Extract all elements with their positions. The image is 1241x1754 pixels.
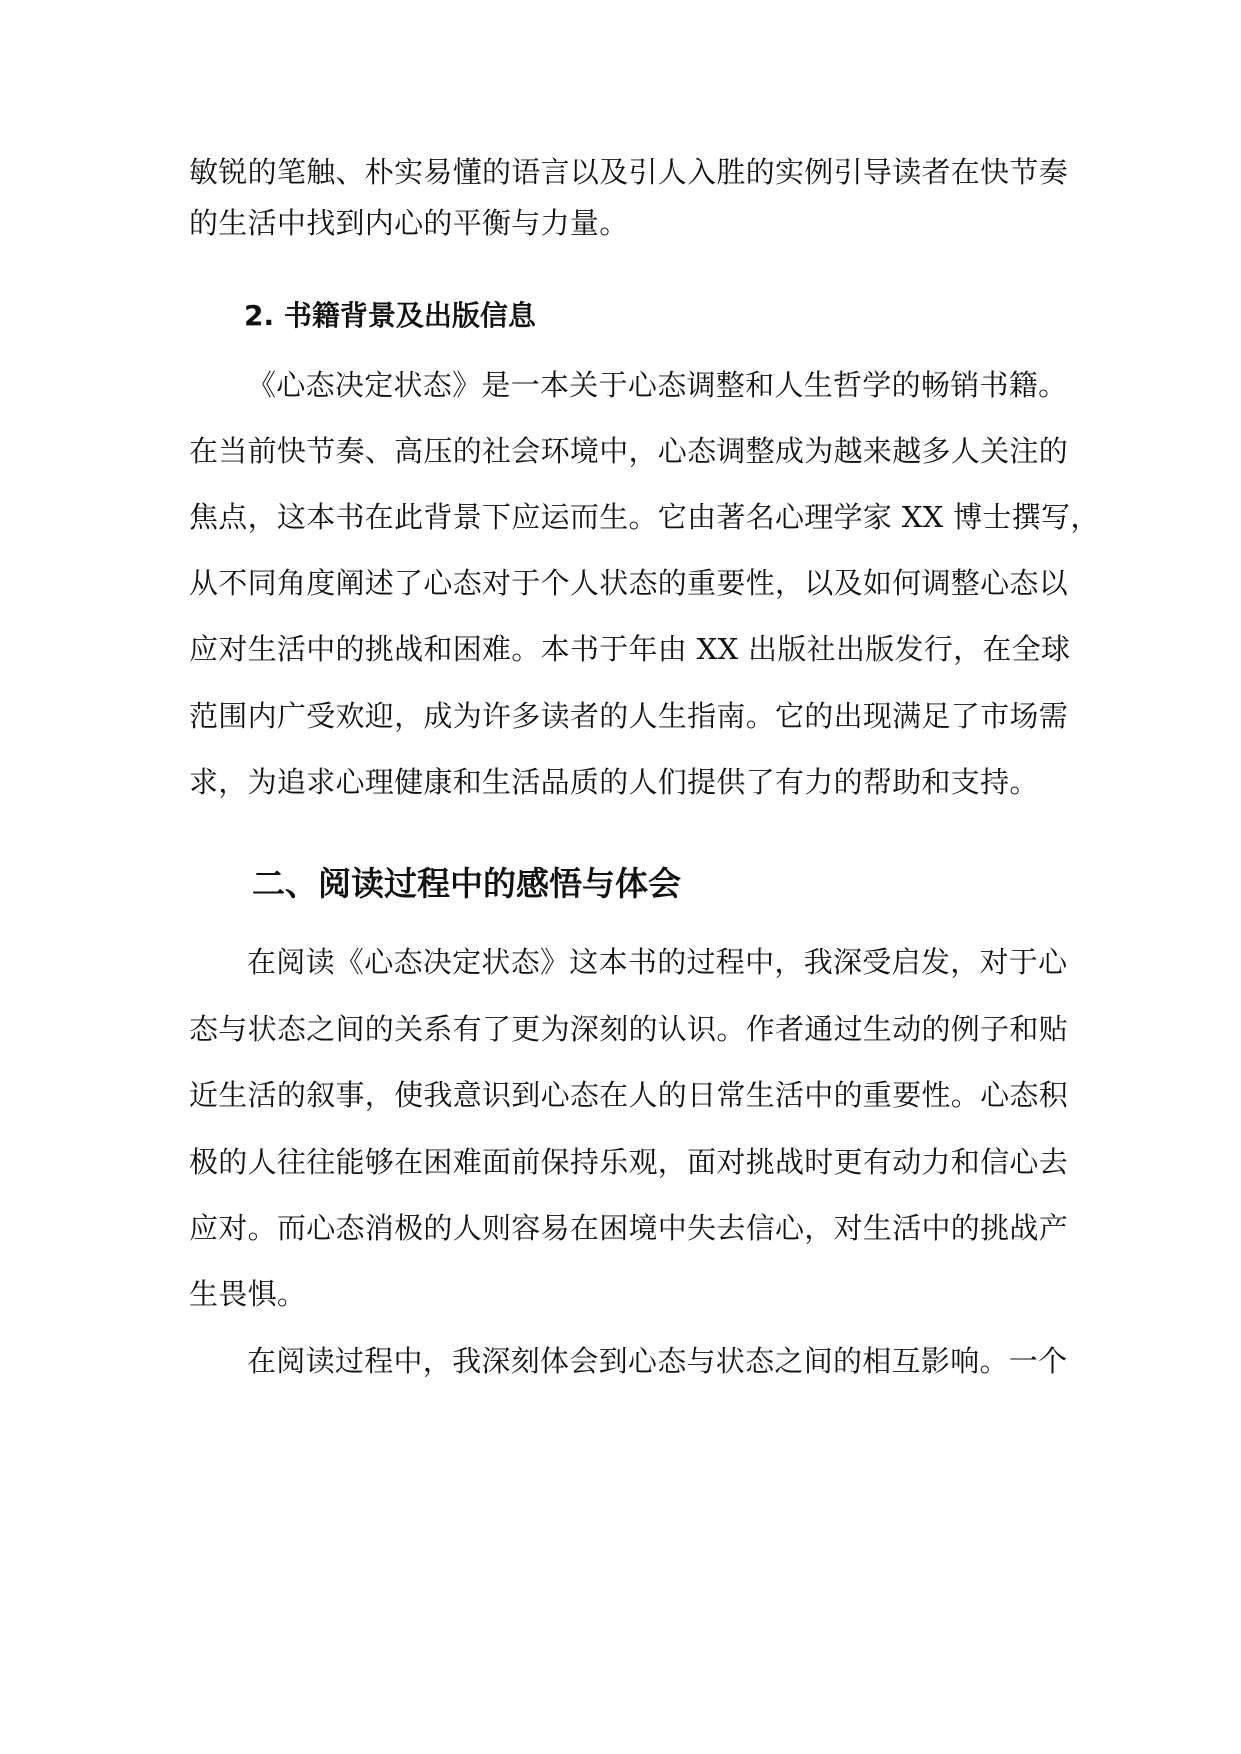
paragraph-line: 极的人往往能够在困难面前保持乐观，面对挑战时更有动力和信心去 bbox=[189, 1145, 1069, 1179]
paragraph-line: 态与状态之间的关系有了更为深刻的认识。作者通过生动的例子和贴 bbox=[189, 1012, 1069, 1046]
paragraph-line: 应对。而心态消极的人则容易在困境中失去信心，对生活中的挑战产 bbox=[189, 1211, 1069, 1245]
paragraph-line: 《心态决定状态》是一本关于心态调整和人生哲学的畅销书籍。 bbox=[247, 368, 1068, 402]
paragraph-line: 的生活中找到内心的平衡与力量。 bbox=[189, 206, 629, 240]
paragraph-line: 在阅读《心态决定状态》这本书的过程中，我深受启发，对于心 bbox=[247, 945, 1068, 979]
paragraph-line: 敏锐的笔触、朴实易懂的语言以及引人入胜的实例引导读者在快节奏 bbox=[189, 155, 1069, 189]
paragraph-line: 范围内广受欢迎，成为许多读者的人生指南。它的出现满足了市场需 bbox=[189, 699, 1069, 733]
paragraph-line: 近生活的叙事，使我意识到心态在人的日常生活中的重要性。心态积 bbox=[189, 1078, 1069, 1112]
paragraph-line: 在阅读过程中，我深刻体会到心态与状态之间的相互影响。一个 bbox=[247, 1344, 1068, 1378]
paragraph-line: 应对生活中的挑战和困难。本书于年由 XX 出版社出版发行，在全球 bbox=[189, 632, 1071, 666]
paragraph-line: 生畏惧。 bbox=[189, 1277, 307, 1311]
paragraph-line: 在当前快节奏、高压的社会环境中，心态调整成为越来越多人关注的 bbox=[189, 434, 1069, 468]
paragraph-line: 焦点，这本书在此背景下应运而生。它由著名心理学家 XX 博士撰写， bbox=[189, 500, 1100, 534]
chapter-heading: 二、阅读过程中的感悟与体会 bbox=[252, 864, 681, 903]
paragraph-line: 从不同角度阐述了心态对于个人状态的重要性，以及如何调整心态以 bbox=[189, 566, 1069, 600]
paragraph-line: 求，为追求心理健康和生活品质的人们提供了有力的帮助和支持。 bbox=[189, 765, 1039, 799]
section-heading: 2. 书籍背景及出版信息 bbox=[244, 299, 536, 332]
